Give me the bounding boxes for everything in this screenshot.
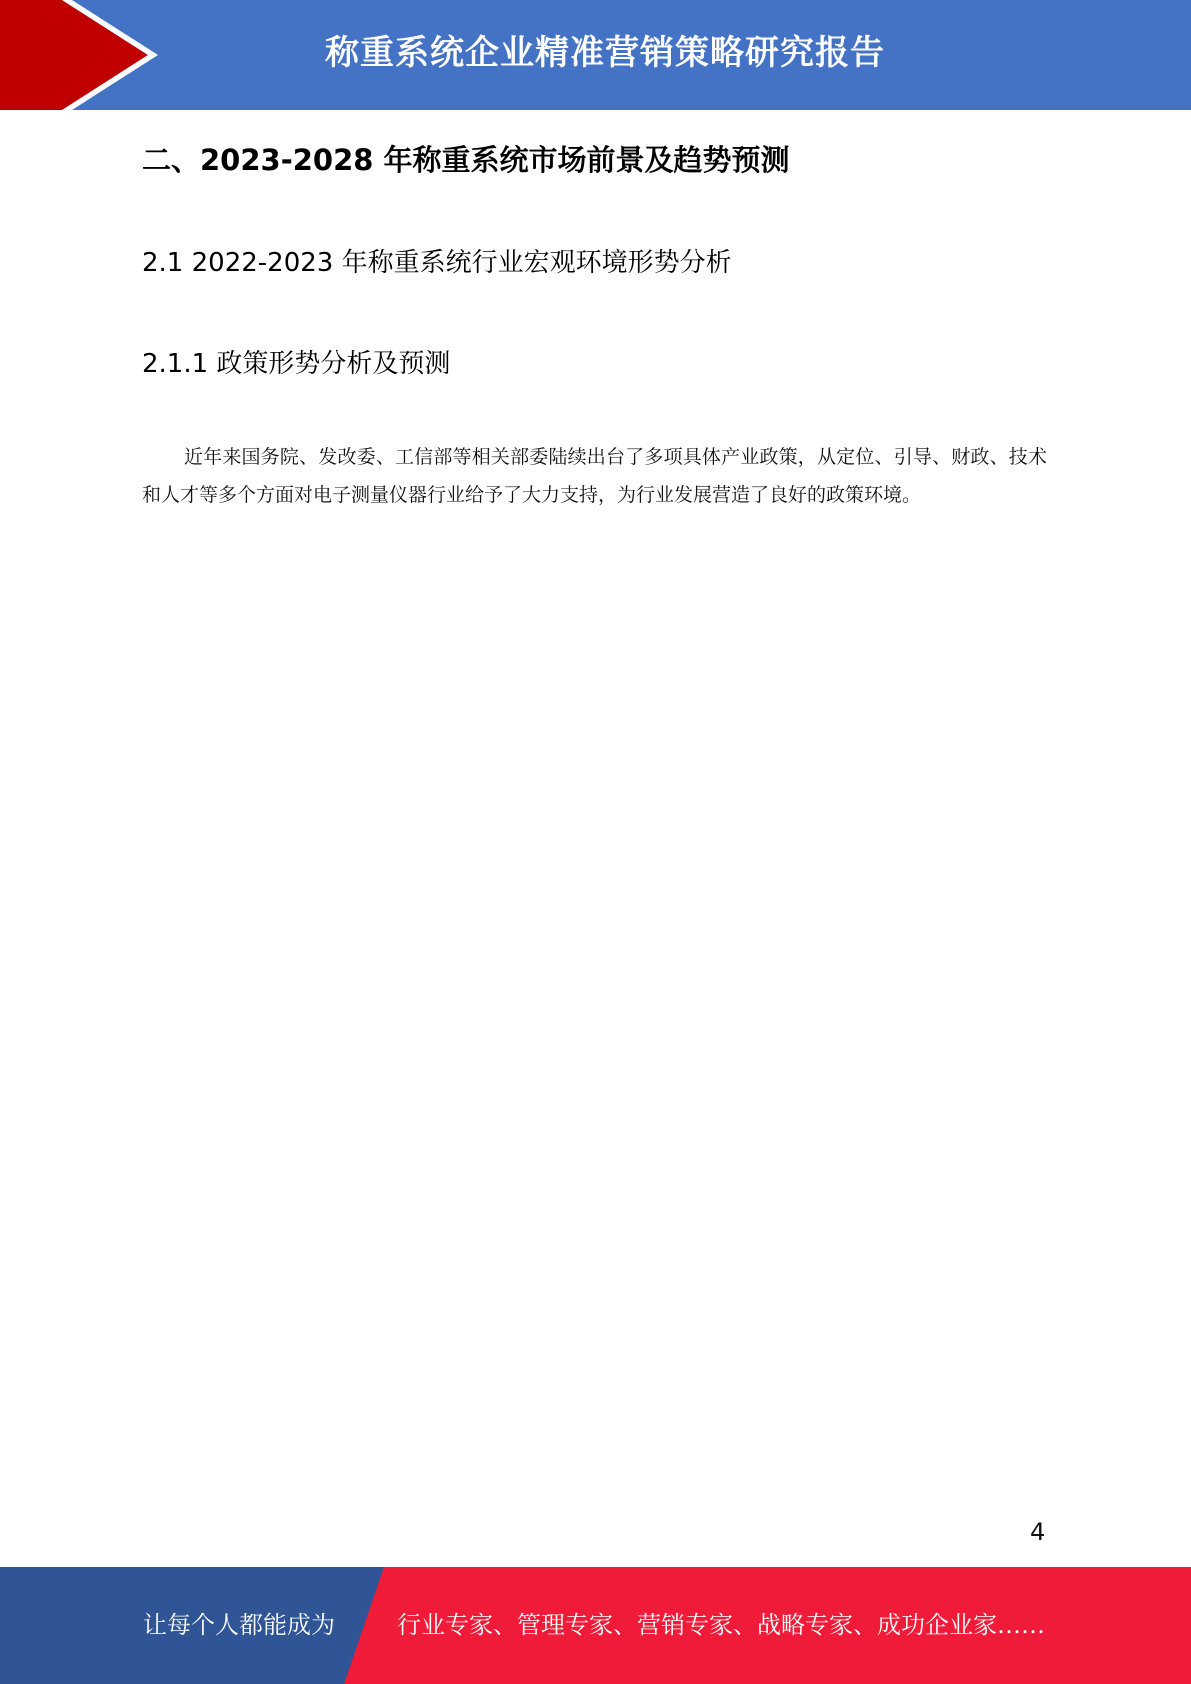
report-title: 称重系统企业精准营销策略研究报告 [325, 33, 885, 73]
section-heading: 二、2023-2028 年称重系统市场前景及趋势预测 [142, 143, 790, 177]
subsection-heading: 2.1 2022-2023 年称重系统行业宏观环境形势分析 [142, 248, 732, 278]
body-paragraph: 近年来国务院、发改委、工信部等相关部委陆续出台了多项具体产业政策，从定位、引导、财政、技术和人才等多个方面对电子测量仪器行业给予了大力支持，为行业发展营造了良好的政策环境。 [142, 446, 1047, 506]
page-number: 4 [1030, 1518, 1046, 1546]
footer-band [0, 1567, 1191, 1684]
header-band [0, 0, 1191, 110]
subsubsection-heading: 2.1.1 政策形势分析及预测 [142, 349, 451, 379]
footer-slogan-left: 让每个人都能成为 [143, 1611, 335, 1639]
footer-slogan-right: 行业专家、管理专家、营销专家、战略专家、成功企业家…… [397, 1611, 1045, 1639]
